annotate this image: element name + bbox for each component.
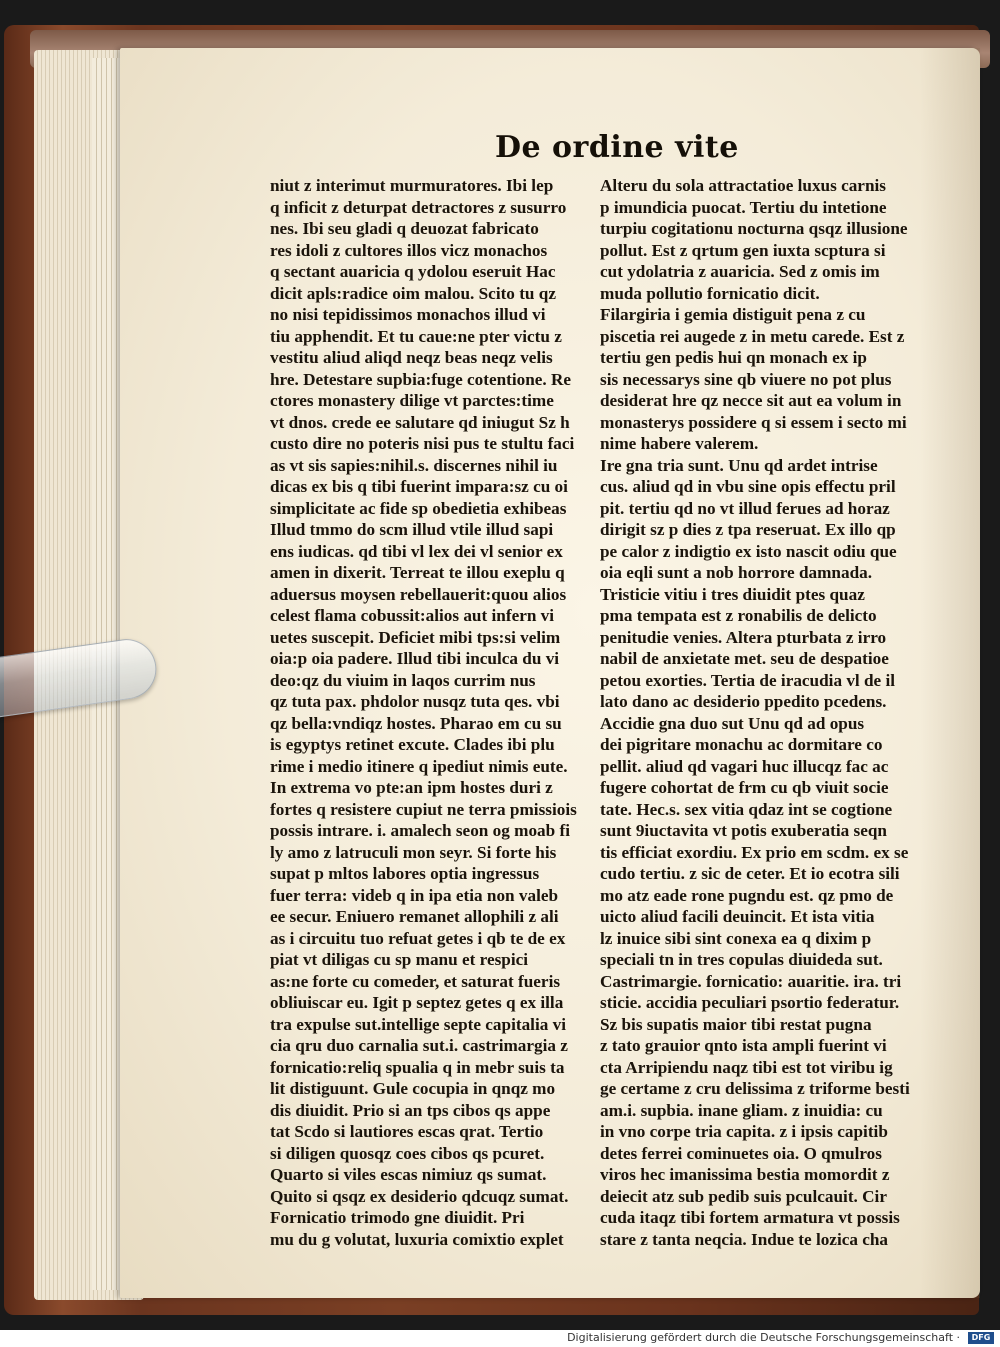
text-line: monasterys possidere q si essem i secto mi [600,412,907,432]
text-line: ctores monastery dilige vt parctes:time [270,391,554,410]
text-line: Alteru du sola attractatioe luxus carnis [600,176,886,195]
text-line: deiecit atz sub pedib suis pculcauit. Cir [600,1186,887,1206]
text-line: res idoli z cultores illos vicz monachos [270,240,548,260]
text-line: hre. Detestare supbia:fuge cotentione. Re [270,369,572,389]
text-line: uetes suscepit. Deficiet mibi tps:si velim [270,627,561,647]
text-line: Illud tmmo do scm illud vtile illud sapi [270,520,554,539]
text-line: as vt sis sapies:nihil.s. discernes nihil iu [270,455,558,475]
text-line: in vno corpe tria capita. z i ipsis capitib [600,1122,888,1141]
text-line: z tato grauior qnto ista ampli fuerint vi [600,1036,887,1055]
text-line: cia qru duo carnalia sut.i. castrimargia z [270,1036,568,1055]
text-line: dicas ex bis q tibi fuerint impara:sz cu oi [270,477,568,496]
text-line: lz inuice sibi sint conexa ea q dixim p [600,928,872,948]
text-line: stare z tanta neqcia. Indue te lozica cha [600,1229,889,1249]
text-line: simplicitate ac fide sp obedietia exhibeas [270,498,567,518]
text-line: sticie. accidia peculiari psortio federatur. [600,993,900,1012]
text-line: custo dire no poteris nisi pus te stultu faci [270,434,575,453]
text-line: Fornicatio trimodo gne diuidit. Pri [270,1208,525,1227]
text-line: nabil de anxietate met. seu de despatioe [600,649,889,668]
text-line: amen in dixerit. Terreat te illou exeplu q [270,563,565,582]
text-line: viros hec imanissima bestia momordit z [600,1165,890,1184]
text-line: as i circuitu tuo refuat getes i qb te de ex [270,928,566,948]
text-line: Tristicie vitiu i tres diuidit ptes quaz [600,584,865,604]
text-line: lit distiguunt. Gule cocupia in qnqz mo [270,1079,556,1098]
text-line: oia:p oia padere. Illud tibi inculca du vi [270,649,560,668]
text-line: no nisi tepidissimos monachos illud vi [270,305,546,324]
text-line: mu du g volutat, luxuria comixtio explet [270,1229,564,1249]
text-line: niut z interimut murmuratores. Ibi lep [270,176,554,195]
text-line: muda pollutio fornicatio dicit. [600,283,820,303]
text-line: deo:qz du viuim in laqos currim nus [270,670,536,690]
text-line: fornicatio:reliq spualia q in mebr suis ta [270,1057,565,1077]
text-line: tate. Hec.s. sex vitia qdaz int se cogtione [600,799,893,819]
text-line: speciali tn in tres copulas diuideda sut. [600,950,883,969]
text-line: ge certame z cru delissima z triforme besti [600,1079,910,1098]
text-line: vt dnos. crede ee salutare qd iniugut Sz h [270,412,570,432]
text-line: detes ferrei cominuetes oia. O qmulros [600,1143,882,1163]
text-line: tat Scdo si lautiores escas qrat. Tertio [270,1122,544,1141]
text-line: pma tempata est z ronabilis de delicto [600,606,877,625]
text-line: cut ydolatria z auaricia. Sed z omis im [600,262,880,281]
dfg-logo: DFG [968,1332,994,1344]
text-line: pellit. aliud qd vagari huc illucqz fac ac [600,756,889,776]
footer-bar [0,1330,1000,1347]
text-line: dis diuidit. Prio si an tps cibos qs appe [270,1100,551,1120]
text-line: tertiu gen pedis hui qn monach ex ip [600,348,867,367]
text-line: lato dano ac desiderio ppedito pcedens. [600,692,887,711]
text-line: Accidie gna duo sut Unu qd ad opus [600,713,865,733]
text-line: cuda itaqz tibi fortem armatura vt possis [600,1208,900,1227]
text-line: cudo tertiu. z sic de ceter. Et io ecotra sili [600,864,900,883]
text-line: oia eqli sunt a nob horrore damnada. [600,563,873,582]
left-text-column [270,175,610,1250]
text-line: dei pigritare monachu ac dormitare co [600,735,883,754]
text-line: supat p mltos labores optia ingressus [270,864,540,883]
text-line: p imundicia puocat. Tertiu du intetione [600,197,887,217]
text-line: fuer terra: videb q in ipa etia non valeb [270,885,559,905]
text-line: nes. Ibi seu gladi q deuozat fabricato [270,219,539,238]
text-line: Filargiria i gemia distiguit pena z cu [600,305,866,324]
text-line: is egyptys retinet excute. Clades ibi plu [270,735,555,754]
text-line: pollut. Est z qrtum gen iuxta scptura si [600,240,886,260]
text-line: ens iudicas. qd tibi vl lex dei vl senior ex [270,541,563,561]
text-line: penitudie venies. Altera pturbata z irro [600,627,887,647]
text-line: Sz bis supatis maior tibi restat pugna [600,1014,872,1034]
text-line: tiu apphendit. Et tu caue:ne pter victu z [270,326,562,346]
text-line: pe calor z indigtio ex isto nascit odiu que [600,541,897,561]
text-line: tra expulse sut.intellige septe capitalia vi [270,1014,566,1034]
text-line: sis necessarys sine qb viuere no pot plus [600,369,892,389]
text-line: tis efficiat exordiu. Ex prio em scdm. ex se [600,842,909,862]
text-line: pit. tertiu qd no vt illud ferues ad horaz [600,498,890,518]
text-line: sunt 9iuctavita vt potis exuberatia seqn [600,821,887,840]
text-line: dirigit sz p dies z tpa reseruat. Ex illo qp [600,520,896,539]
text-line: Castrimargie. fornicatio: auaritie. ira. tri [600,971,902,991]
text-line: dicit apls:radice oim malou. Scito tu qz [270,283,556,303]
text-line: cus. aliud qd in vbu sine opis effectu pril [600,477,896,496]
text-line: ly amo z latruculi mon seyr. Si forte his [270,842,557,862]
text-line: vestitu aliud aliqd neqz beas neqz velis [270,348,553,367]
text-line: rime i medio itinere q ipediut nimis eute. [270,756,568,776]
text-line: piat vt diligas cu sp manu et respici [270,950,528,969]
text-line: obliuiscar eu. Igit p septez getes q ex illa [270,993,564,1012]
text-line: cta Arripiendu naqz tibi est tot viribu ig [600,1057,893,1077]
text-line: Quito si qsqz ex desiderio qdcuqz sumat. [270,1186,569,1206]
text-line: si diligen quosqz coes cibos qs pcuret. [270,1143,545,1163]
text-line: Quarto si viles escas nimiuz qs sumat. [270,1165,547,1184]
text-line: ee secur. Eniuero remanet allophili z ali [270,907,559,926]
text-line: petou exorties. Tertia de iracudia vl de il [600,670,896,690]
text-line: desiderat hre qz necce sit aut ea volum in [600,391,902,410]
text-line: nime habere valerem. [600,434,759,453]
text-line: In extrema vo pte:an ipm hostes duri z [270,778,553,797]
text-line: q inficit z deturpat detractores z susurro [270,197,567,217]
text-line: Ire gna tria sunt. Unu qd ardet intrise [600,455,878,475]
text-line: turpiu cogitationu nocturna qsqz illusione [600,219,908,238]
text-line: celest flama cobussit:alios aut infern vi [270,606,555,625]
text-line: piscetia rei augede z in metu carede. Est z [600,326,905,346]
right-text-column [600,175,930,1250]
text-line: fugere cohortat de frm cu qb viuit socie [600,778,889,797]
text-line: qz bella:vndiqz hostes. Pharao em cu su [270,713,562,733]
text-line: aduersus moysen rebellauerit:quou alios [270,584,567,604]
text-line: q sectant auaricia q ydolou eseruit Hac [270,262,556,281]
text-line: mo atz eade rone pugndu est. qz pmo de [600,885,894,905]
text-line: uicto aliud facili deuincit. Et ista vitia [600,907,875,926]
funding-credit: Digitalisierung gefördert durch die Deutsche Forschungsgemeinschaft · [567,1331,960,1344]
text-line: qz tuta pax. phdolor nusqz tuta qes. vbi [270,692,560,711]
text-line: as:ne forte cu comeder, et saturat fueris [270,971,561,991]
text-line: possis intrare. i. amalech seon og moab fi [270,821,570,840]
text-line: fortes q resistere cupiut ne terra pmissiois [270,799,577,819]
text-line: am.i. supbia. inane gliam. z inuidia: cu [600,1100,883,1120]
running-head: De ordine vite [495,130,739,165]
